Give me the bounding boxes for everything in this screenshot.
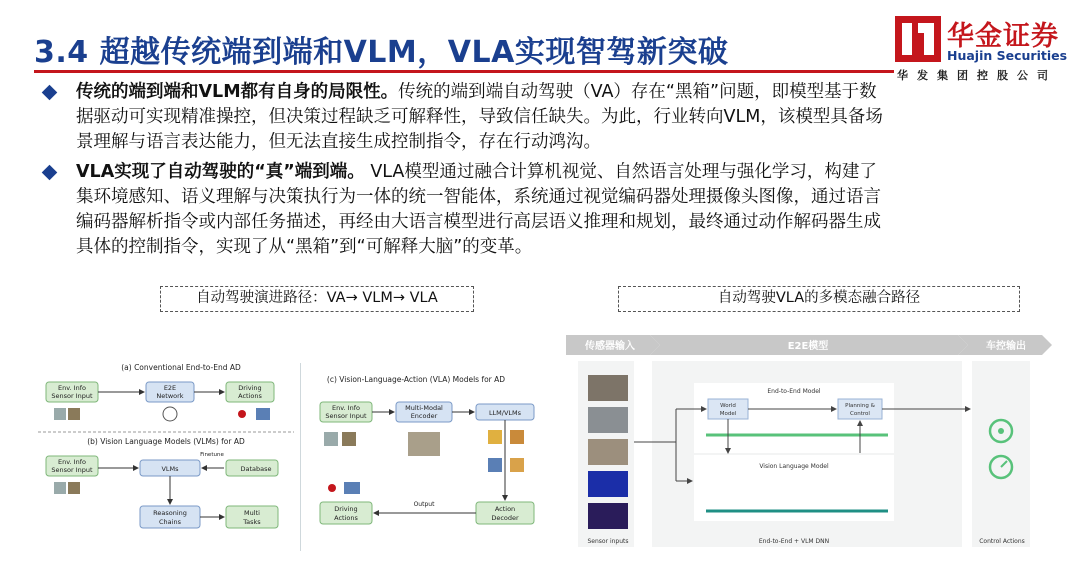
paragraph-line xyxy=(76,130,1034,155)
chart-icon xyxy=(256,408,270,420)
vlm-label: Vision Language Model xyxy=(759,463,829,470)
sensor-thumbnail-icon xyxy=(54,408,66,420)
fusion-diagram xyxy=(566,331,1056,553)
box-driving-actions-c-label-1: Driving xyxy=(334,505,358,513)
sensor-thumbnail-icon xyxy=(68,482,80,494)
box-env-info-b-label-1: Env. Info xyxy=(57,458,87,466)
diamond-bullet-icon xyxy=(42,85,58,101)
paragraph-line xyxy=(76,210,1034,235)
robot-icon xyxy=(510,458,524,472)
robot-icon xyxy=(488,430,502,444)
planning-label-1: Planning & xyxy=(845,403,875,409)
evolution-diagram-svg xyxy=(36,360,548,550)
box-database-label: Database xyxy=(240,465,272,473)
line-text: 集环境感知、语义理解与决策执行为一体的统一智能体，系统通过视觉编码器处理摄像头图像，通过语言 xyxy=(76,187,881,207)
line-text: 景理解与语言表达能力，但无法直接生成控制指令，存在行动鸿沟。 xyxy=(76,132,601,152)
world-model-label-2: Model xyxy=(719,411,737,417)
box-reasoning-label-1: Reasoning xyxy=(153,509,187,517)
bold-lead: VLA实现了自动驾驶的“真”端到端。 xyxy=(76,162,365,182)
box-env-info-a-label-1: Env. Info xyxy=(57,384,87,392)
figure-divider xyxy=(300,363,301,551)
box-env-info-b-label-2: Sensor Input xyxy=(51,466,93,474)
box-env-info-c-label-1: Env. Info xyxy=(331,404,361,412)
output-label: Output xyxy=(413,501,435,508)
panel-c-title: (c) Vision-Language-Action (VLA) Models for AD xyxy=(326,375,506,384)
box-encoder-label-2: Encoder xyxy=(410,412,438,420)
box-llm-vlms-label: LLM/VLMs xyxy=(488,409,522,417)
sensor-thumbnail-icon xyxy=(54,482,66,494)
car-icon xyxy=(328,484,336,492)
box-env-info-a-label-2: Sensor Input xyxy=(51,392,93,400)
robot-icon xyxy=(488,458,502,472)
paragraph-line xyxy=(76,235,1034,260)
bold-lead: 传统的端到端和VLM都有自身的局限性。 xyxy=(76,82,399,102)
bullet-paragraph-2 xyxy=(44,160,1034,260)
company-logo xyxy=(893,12,1073,82)
camera-image-icon xyxy=(588,439,628,465)
box-reasoning-label-2: Chains xyxy=(159,518,181,526)
box-e2e-network-label-2: Network xyxy=(156,392,184,400)
car-icon xyxy=(238,410,246,418)
logo-chinese-name: 华金证券 xyxy=(947,21,1059,52)
chart-icon xyxy=(344,482,360,494)
line-text: 据驱动可实现精准操控，但决策过程缺乏可解释性，导致信任缺失。为此，行业转向VLM，该模型具备场 xyxy=(76,107,883,127)
paragraph-line xyxy=(76,160,1034,185)
box-vlms-label: VLMs xyxy=(161,465,179,473)
control-panel xyxy=(972,361,1030,547)
bullet-paragraph-1 xyxy=(44,80,1034,155)
box-env-info-c-label-2: Sensor Input xyxy=(325,412,367,420)
logo-english-name: Huajin Securities xyxy=(947,48,1068,63)
sensor-thumbnail-icon xyxy=(342,432,356,446)
logo-subtitle: 华发集团控股公司 xyxy=(897,69,1057,82)
diamond-bullet-icon xyxy=(42,165,58,181)
line-text: VLA模型通过融合计算机视觉、自然语言处理与强化学习，构建了 xyxy=(364,162,877,182)
line-text: 编码器解析指令或内部任务描述，再经由大语言模型进行高层语义推理和规划，最终通过动作解码器生成 xyxy=(76,212,881,232)
box-encoder-label-1: Multi-Modal xyxy=(405,404,443,412)
fusion-diagram-svg xyxy=(566,331,1056,553)
paragraph-line xyxy=(76,80,1034,105)
box-driving-actions-a-label-2: Actions xyxy=(238,392,262,400)
sensor-thumbnail-icon xyxy=(324,432,338,446)
box-multi-tasks-label-1: Multi xyxy=(244,509,260,517)
road-image-icon xyxy=(408,432,440,456)
box-action-decoder-label-1: Action xyxy=(494,505,516,513)
right-figure-caption: 自动驾驶VLA的多模态融合路径 xyxy=(618,286,1020,312)
stage-sensor-input-label: 传感器输入 xyxy=(585,341,635,352)
box-action-decoder-label-2: Decoder xyxy=(491,514,519,522)
box-driving-actions-c-label-2: Actions xyxy=(334,514,358,522)
finetune-label: Finetune xyxy=(200,452,224,458)
line-text: 传统的端到端自动驾驶（VA）存在“黑箱”问题，即模型基于数 xyxy=(398,82,877,102)
camera-image-icon xyxy=(588,375,628,401)
lidar-image-icon xyxy=(588,471,628,497)
panel-b-title: (b) Vision Language Models (VLMs) for AD xyxy=(87,437,245,446)
stage-control-output-label: 车控输出 xyxy=(986,341,1026,352)
huajin-logo-icon xyxy=(895,16,941,62)
panel-a-title: (a) Conventional End-to-End AD xyxy=(121,363,241,372)
box-multi-tasks-label-2: Tasks xyxy=(243,518,261,526)
paragraph-line xyxy=(76,185,1034,210)
camera-image-icon xyxy=(588,407,628,433)
robot-icon xyxy=(510,430,524,444)
footer-control-actions: Control Actions xyxy=(979,538,1025,545)
footer-e2e-vlm-dnn: End-to-End + VLM DNN xyxy=(758,538,830,545)
page-title: 3.4 超越传统端到端和VLM，VLA实现智驾新突破 xyxy=(34,35,729,70)
e2e-model-label: End-to-End Model xyxy=(767,388,821,395)
evolution-diagram xyxy=(36,360,548,550)
lidar-image-icon xyxy=(588,503,628,529)
paragraph-line xyxy=(76,105,1034,130)
title-divider xyxy=(34,70,894,73)
network-icon xyxy=(163,407,177,421)
line-text: 具体的控制指令，实现了从“黑箱”到“可解释大脑”的变革。 xyxy=(76,237,533,257)
left-figure-caption: 自动驾驶演进路径：VA→ VLM→ VLA xyxy=(160,286,474,312)
sensor-thumbnail-icon xyxy=(68,408,80,420)
planning-label-2: Control xyxy=(850,411,870,417)
box-e2e-network-label-1: E2E xyxy=(163,384,177,392)
footer-sensor-inputs: Sensor inputs xyxy=(587,538,629,545)
stage-e2e-model-label: E2E模型 xyxy=(787,341,829,352)
box-driving-actions-a-label-1: Driving xyxy=(238,384,262,392)
world-model-label-1: World xyxy=(720,403,736,409)
